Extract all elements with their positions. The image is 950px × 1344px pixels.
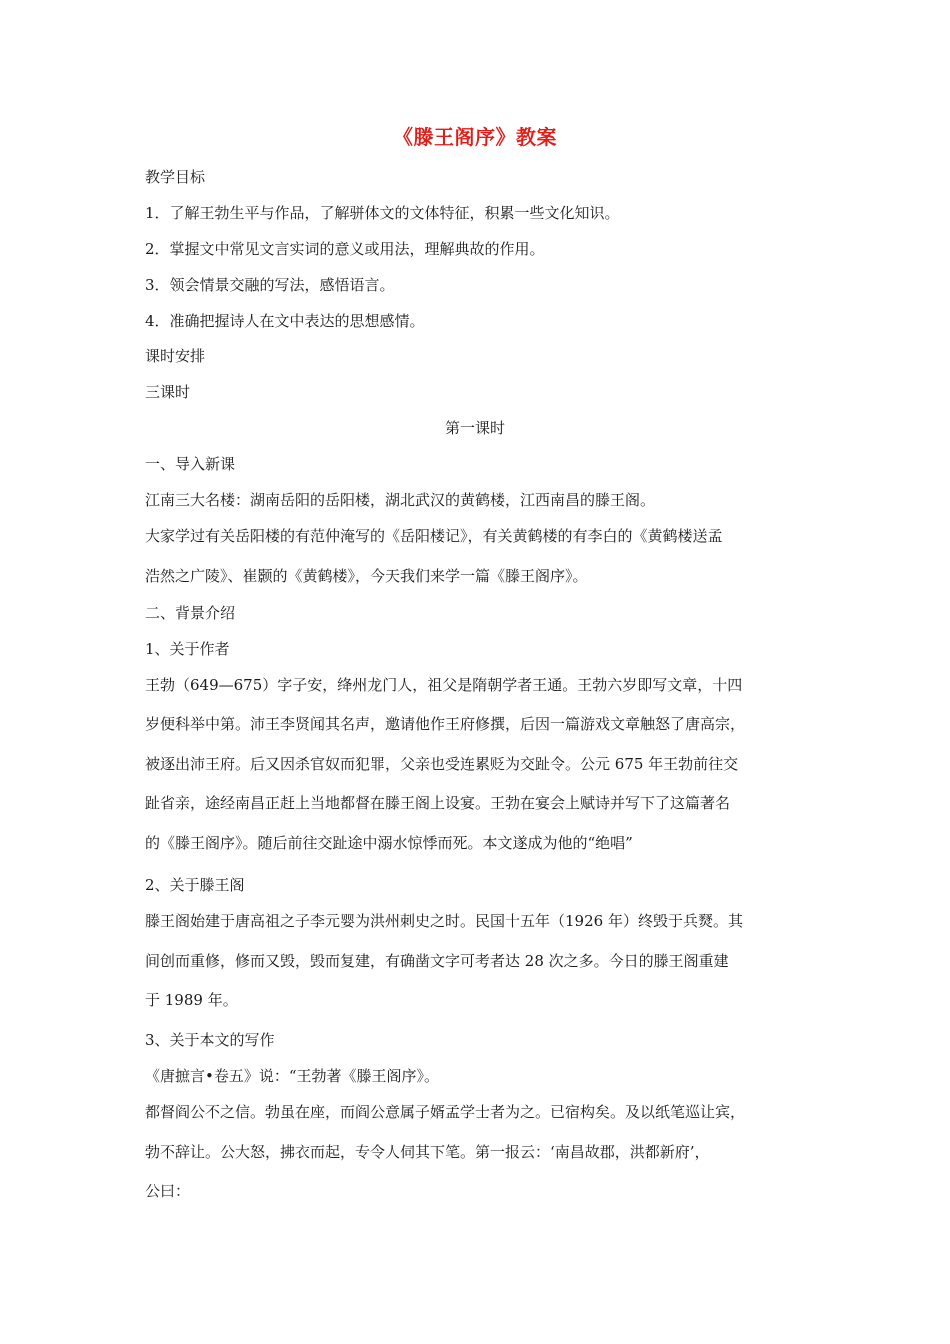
paragraph-line: 《唐摭言•卷五》说：“王勃著《滕王阁序》。 (145, 1067, 440, 1085)
paragraph-line: 趾省亲，途经南昌正赶上当地都督在滕王阁上设宴。王勃在宴会上赋诗并写下了这篇著名 (145, 794, 731, 812)
section-heading: 二、背景介绍 (145, 604, 236, 622)
paragraph-line: 浩然之广陵》、崔颢的《黄鹤楼》，今天我们来学一篇《滕王阁序》。 (145, 567, 588, 585)
subsection-heading: 2、关于滕王阁 (145, 876, 245, 894)
goal-item: 1．了解王勃生平与作品，了解骈体文的文体特征，积累一些文化知识。 (145, 204, 620, 222)
heading-schedule: 课时安排 (145, 347, 206, 365)
paragraph-line: 勃不辞让。公大怒，拂衣而起，专令人伺其下笔。第一报云：‘南昌故郡，洪都新府’， (145, 1143, 710, 1161)
paragraph-line: 王勃（649—675）字子安，绛州龙门人，祖父是隋朝学者王通。王勃六岁即写文章，十四 (145, 676, 743, 694)
subsection-heading: 1、关于作者 (145, 640, 230, 658)
paragraph-line: 于 1989 年。 (145, 991, 238, 1009)
paragraph-line: 公曰： (145, 1182, 191, 1200)
paragraph-line: 岁便科举中第。沛王李贤闻其名声，邀请他作王府修撰，后因一篇游戏文章触怒了唐高宗， (145, 715, 746, 733)
section-heading: 一、导入新课 (145, 455, 236, 473)
paragraph-line: 的《滕王阁序》。随后前往交趾途中溺水惊悸而死。本文遂成为他的“绝唱” (145, 834, 633, 852)
subsection-heading: 3、关于本文的写作 (145, 1031, 275, 1049)
paragraph-line: 大家学过有关岳阳楼的有范仲淹写的《岳阳楼记》，有关黄鹤楼的有李白的《黄鹤楼送孟 (145, 527, 723, 545)
lesson-heading: 第一课时 (444, 419, 505, 437)
goal-item: 3．领会情景交融的写法，感悟语言。 (145, 276, 395, 294)
paragraph-line: 都督阎公不之信。勃虽在座，而阎公意属子婿孟学士者为之。已宿构矣。及以纸笔巡让宾， (145, 1103, 746, 1121)
paragraph-line: 滕王阁始建于唐高祖之子李元婴为洪州刺史之时。民国十五年（1926 年）终毁于兵燹。其 (145, 912, 743, 930)
goal-item: 4．准确把握诗人在文中表达的思想感情。 (145, 312, 425, 330)
goal-item: 2．掌握文中常见文言实词的意义或用法，理解典故的作用。 (145, 240, 545, 258)
paragraph-line: 被逐出沛王府。后又因杀官奴而犯罪，父亲也受连累贬为交趾令。公元 675 年王勃前往交 (145, 755, 739, 773)
paragraph-line: 间创而重修，修而又毁，毁而复建，有确凿文字可考者达 28 次之多。今日的滕王阁重建 (145, 952, 729, 970)
document-title: 《滕王阁序》教案 (393, 125, 557, 149)
heading-teaching-goals: 教学目标 (145, 168, 206, 186)
paragraph-line: 江南三大名楼：湖南岳阳的岳阳楼，湖北武汉的黄鹤楼，江西南昌的滕王阁。 (145, 491, 656, 509)
schedule-text: 三课时 (145, 383, 191, 401)
